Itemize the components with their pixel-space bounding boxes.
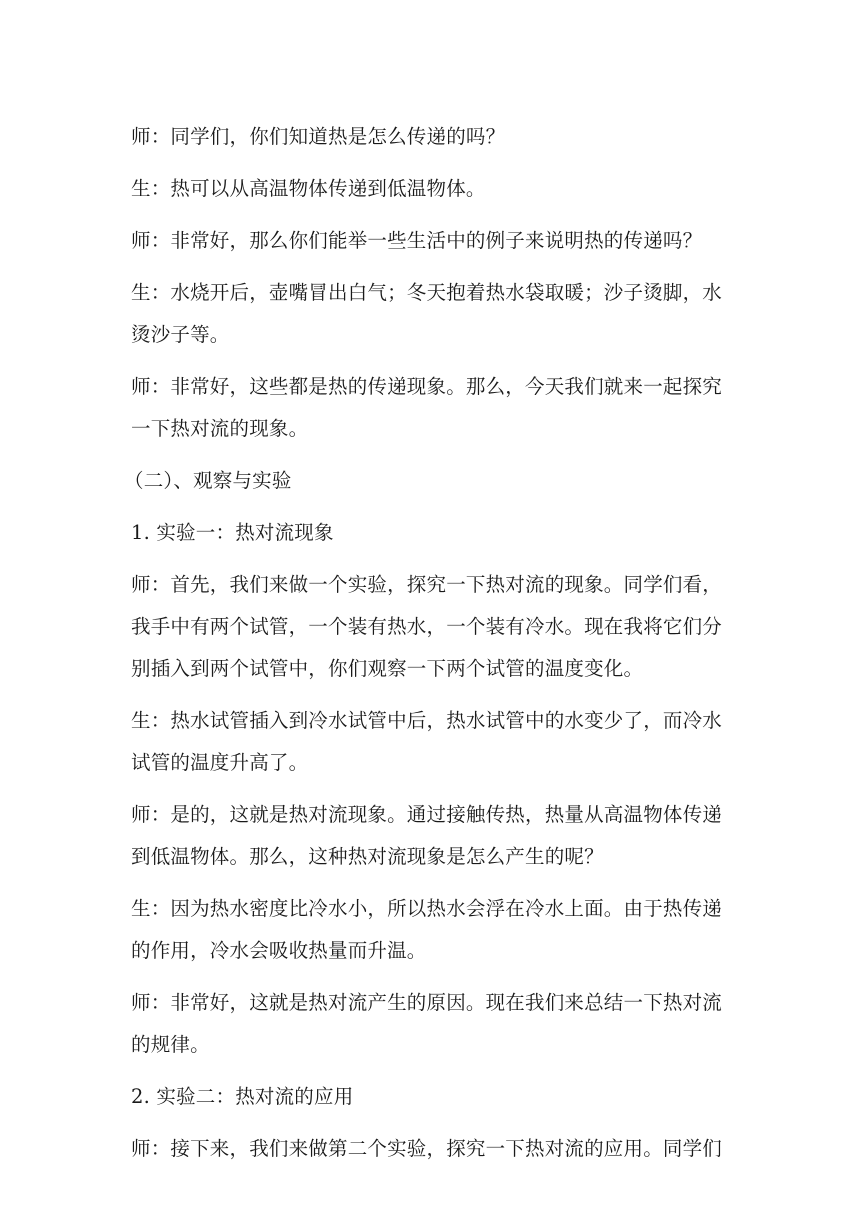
dialogue-line-7: 生：热水试管插入到冷水试管中后，热水试管中的水变少了，而冷水	[131, 709, 723, 732]
dialogue-line-5-cont: 一下热对流的现象。	[131, 417, 309, 440]
dialogue-line-9: 生：因为热水密度比冷水小，所以热水会浮在冷水上面。由于热传递	[131, 897, 723, 920]
experiment-1-heading: 1. 实验一：热对流现象	[131, 521, 334, 544]
experiment-2-heading: 2. 实验二：热对流的应用	[131, 1085, 354, 1108]
section-heading: （二）、观察与实验	[124, 469, 292, 492]
dialogue-line-1: 师：同学们，你们知道热是怎么传递的吗？	[131, 125, 506, 148]
dialogue-line-3: 师：非常好，那么你们能举一些生活中的例子来说明热的传递吗？	[131, 229, 703, 252]
dialogue-line-9-cont: 的作用，冷水会吸收热量而升温。	[131, 939, 427, 962]
document-page	[124, 116, 731, 1170]
dialogue-line-11: 师：接下来，我们来做第二个实验，探究一下热对流的应用。同学们	[131, 1137, 723, 1160]
dialogue-line-4: 生：水烧开后，壶嘴冒出白气；冬天抱着热水袋取暖；沙子烫脚，水	[131, 281, 723, 304]
dialogue-line-4-cont: 烫沙子等。	[131, 323, 230, 346]
dialogue-line-8-cont: 到低温物体。那么，这种热对流现象是怎么产生的呢？	[131, 845, 604, 868]
dialogue-line-7-cont: 试管的温度升高了。	[131, 751, 309, 774]
dialogue-line-8: 师：是的，这就是热对流现象。通过接触传热，热量从高温物体传递	[131, 803, 723, 826]
dialogue-line-10-cont: 的规律。	[131, 1033, 210, 1056]
dialogue-line-6: 师：首先，我们来做一个实验，探究一下热对流的现象。同学们看，	[131, 573, 723, 596]
dialogue-line-6-cont-2: 别插入到两个试管中，你们观察一下两个试管的温度变化。	[131, 657, 644, 680]
dialogue-line-5: 师：非常好，这些都是热的传递现象。那么，今天我们就来一起探究	[131, 375, 723, 398]
dialogue-line-2: 生：热可以从高温物体传递到低温物体。	[131, 177, 486, 200]
dialogue-line-6-cont-1: 我手中有两个试管，一个装有热水，一个装有冷水。现在我将它们分	[131, 615, 723, 638]
dialogue-line-10: 师：非常好，这就是热对流产生的原因。现在我们来总结一下热对流	[131, 991, 723, 1014]
